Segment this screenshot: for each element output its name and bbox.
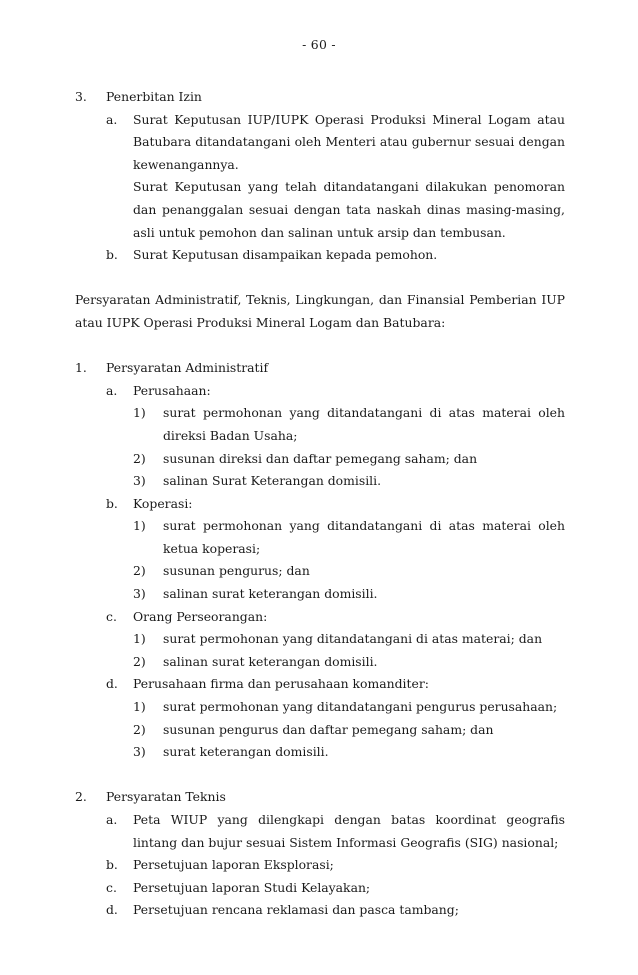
list-item-text: salinan surat keterangan domisili. <box>163 653 378 669</box>
list-item-text: Persetujuan rencana reklamasi dan pasca tambang; <box>133 902 459 918</box>
list-item-text: salinan surat keterangan domisili. <box>163 586 378 602</box>
list-marker: 1. <box>75 360 87 376</box>
list-item-text: surat keterangan domisili. <box>163 744 329 760</box>
list-item <box>75 628 565 651</box>
list-item-text: salinan Surat Keterangan domisili. <box>163 473 382 489</box>
list-marker: 2. <box>75 789 87 805</box>
list-marker: a. <box>106 111 118 127</box>
list-item <box>75 448 565 471</box>
list-item <box>75 515 565 560</box>
list-marker: c. <box>106 879 117 895</box>
intro-paragraph: Persyaratan Administratif, Teknis, Lingkungan, dan Finansial Pemberian IUP atau IUPK Operasi Produksi Mineral Logam dan Batubara: <box>75 292 565 330</box>
group-heading <box>75 493 565 516</box>
list-item <box>75 899 565 922</box>
list-item-text: surat permohonan yang ditandatangani di atas materai oleh direksi Badan Usaha; <box>163 405 565 443</box>
list-item <box>75 560 565 583</box>
list-marker: 2) <box>133 563 146 579</box>
list-item-text: Persetujuan laporan Studi Kelayakan; <box>133 879 371 895</box>
continuation-paragraph: Surat Keputusan yang telah ditandatangani dilakukan penomoran dan penanggalan sesuai dengan tata naskah dinas masing-masing, asli untuk pemohon dan salinan untuk arsip dan tembusan. <box>133 179 565 240</box>
list-item <box>75 854 565 877</box>
list-marker: 1) <box>133 631 146 647</box>
group-label: Perusahaan: <box>133 382 211 398</box>
list-marker: d. <box>106 902 118 918</box>
list-item <box>75 109 565 177</box>
list-item-text: susunan direksi dan daftar pemegang saham; dan <box>163 450 478 466</box>
list-marker: 2) <box>133 450 146 466</box>
section-3-heading <box>75 86 565 109</box>
list-item <box>75 470 565 493</box>
list-marker: 3) <box>133 586 146 602</box>
list-item-text: surat permohonan yang ditandatangani di atas materai oleh ketua koperasi; <box>163 518 565 556</box>
list-item <box>75 583 565 606</box>
list-marker: 2) <box>133 721 146 737</box>
section-title: Persyaratan Administratif <box>106 360 269 376</box>
teknis-heading <box>75 786 565 809</box>
list-marker: 3. <box>75 89 87 104</box>
group-heading <box>75 380 565 403</box>
list-item-text: surat permohonan yang ditandatangani di atas materai; dan <box>163 631 543 647</box>
list-marker: b. <box>106 857 118 873</box>
document-body <box>75 86 565 922</box>
group-label: Koperasi: <box>133 495 193 511</box>
group-heading <box>75 606 565 629</box>
list-item-text: surat permohonan yang ditandatangani pengurus perusahaan; <box>163 699 558 715</box>
list-marker: a. <box>106 812 118 827</box>
section-title: Persyaratan Teknis <box>106 789 226 805</box>
list-marker: c. <box>106 608 117 624</box>
list-item <box>75 809 565 854</box>
list-item <box>75 696 565 719</box>
list-marker: b. <box>106 247 118 263</box>
page-number: - 60 - <box>302 37 336 52</box>
section-title: Penerbitan Izin <box>106 89 202 104</box>
list-item <box>75 877 565 900</box>
list-marker: 2) <box>133 653 146 669</box>
list-item <box>75 244 565 267</box>
list-marker: a. <box>106 382 118 398</box>
list-marker: 1) <box>133 518 146 534</box>
list-item-text: Persetujuan laporan Eksplorasi; <box>133 857 334 873</box>
group-heading <box>75 673 565 696</box>
list-item-text: Surat Keputusan disampaikan kepada pemohon. <box>133 247 438 263</box>
list-item-text: Surat Keputusan IUP/IUPK Operasi Produksi Mineral Logam atau Batubara ditandatangani oleh Menteri atau gubernur sesuai dengan kewenangannya. <box>133 111 565 172</box>
list-marker: d. <box>106 676 118 692</box>
group-label: Perusahaan firma dan perusahaan komanditer: <box>133 676 429 692</box>
list-item-text: Peta WIUP yang dilengkapi dengan batas koordinat geografis lintang dan bujur sesuai Sistem Informasi Geografis (SIG) nasional; <box>133 812 565 850</box>
group-label: Orang Perseorangan: <box>133 608 268 624</box>
list-item-text: susunan pengurus; dan <box>163 563 310 579</box>
list-item <box>75 719 565 742</box>
list-item <box>75 651 565 674</box>
list-item-text: susunan pengurus dan daftar pemegang saham; dan <box>163 721 494 737</box>
list-item <box>75 741 565 764</box>
list-marker: 3) <box>133 473 146 489</box>
list-item <box>75 402 565 447</box>
list-marker: b. <box>106 495 118 511</box>
list-marker: 1) <box>133 699 146 715</box>
list-marker: 3) <box>133 744 146 760</box>
admin-heading <box>75 357 565 380</box>
list-marker: 1) <box>133 405 146 421</box>
